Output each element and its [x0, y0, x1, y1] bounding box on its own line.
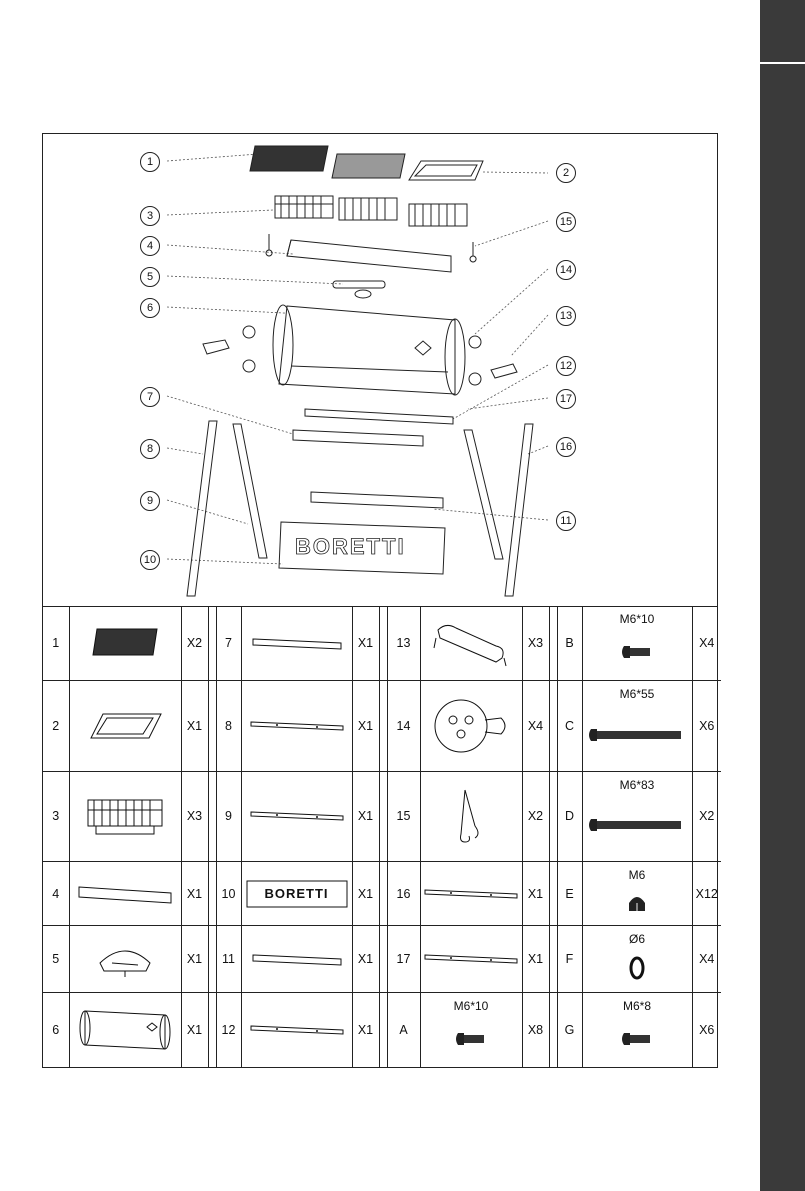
part-number: 17 — [387, 925, 420, 992]
part-number: 1 — [43, 606, 69, 681]
part-illustration — [241, 925, 352, 992]
part-illustration — [582, 606, 692, 681]
part-quantity: X12 — [692, 862, 721, 926]
part-spec: M6*8 — [622, 998, 651, 1013]
part-quantity: X1 — [352, 992, 379, 1067]
handle-icon — [421, 618, 522, 668]
part-spec: M6*10 — [619, 612, 655, 626]
part-quantity: X6 — [692, 681, 721, 771]
part-illustration — [420, 925, 522, 992]
part-illustration — [582, 925, 692, 992]
part-quantity: X1 — [181, 681, 208, 771]
part-spec: Ø6 — [628, 931, 645, 946]
part-number: 16 — [387, 862, 420, 926]
charcoal-tray-icon — [70, 708, 181, 744]
leg-icon — [421, 884, 522, 904]
callout-2: 2 — [556, 163, 576, 183]
part-quantity: X8 — [522, 992, 549, 1067]
parts-list-table — [43, 606, 721, 1067]
hook-icon — [421, 786, 522, 846]
part-spec: M6*83 — [619, 777, 655, 792]
callout-5: 5 — [140, 267, 160, 287]
callout-10: 10 — [140, 550, 160, 570]
callout-4: 4 — [140, 236, 160, 256]
column-divider — [208, 992, 216, 1067]
screw-icon — [583, 1011, 692, 1049]
callout-3: 3 — [140, 206, 160, 226]
column-divider — [208, 681, 216, 771]
parts-row — [43, 925, 721, 992]
exploded-view-drawing — [43, 134, 717, 606]
part-quantity: X1 — [352, 925, 379, 992]
part-number: 14 — [387, 681, 420, 771]
side-tab — [760, 0, 805, 1191]
part-illustration — [241, 606, 352, 681]
part-illustration — [69, 606, 181, 681]
column-divider — [208, 862, 216, 926]
column-divider — [208, 925, 216, 992]
part-spec: M6 — [628, 868, 646, 883]
long-bolt-icon — [583, 707, 692, 745]
leg-icon — [242, 716, 352, 736]
part-number: 12 — [216, 992, 241, 1067]
part-illustration — [420, 862, 522, 926]
part-number: 8 — [216, 681, 241, 771]
column-divider — [379, 992, 387, 1067]
parts-row — [43, 992, 721, 1067]
part-illustration — [582, 862, 692, 926]
part-number: B — [557, 606, 582, 681]
part-illustration — [241, 862, 352, 926]
bar-icon — [242, 633, 352, 653]
column-divider — [549, 681, 557, 771]
assembly-frame — [42, 133, 718, 1068]
leg-icon — [242, 806, 352, 826]
part-quantity: X2 — [522, 771, 549, 861]
parts-row — [43, 862, 721, 926]
grill-barrel-icon — [70, 1005, 181, 1055]
column-divider — [549, 862, 557, 926]
part-number: C — [557, 681, 582, 771]
part-quantity: X1 — [181, 992, 208, 1067]
ash-tray-icon — [70, 879, 181, 909]
part-number: 13 — [387, 606, 420, 681]
parts-row — [43, 606, 721, 681]
part-illustration — [582, 681, 692, 771]
callout-16: 16 — [556, 437, 576, 457]
part-quantity: X4 — [692, 925, 721, 992]
part-number: 10 — [216, 862, 241, 926]
part-quantity: X1 — [352, 771, 379, 861]
leg-icon — [421, 949, 522, 969]
part-illustration — [241, 681, 352, 771]
part-quantity: X3 — [522, 606, 549, 681]
part-quantity: X4 — [692, 606, 721, 681]
column-divider — [379, 862, 387, 926]
part-illustration — [69, 771, 181, 861]
charcoal-basket-icon — [70, 794, 181, 838]
brand-panel-icon — [242, 879, 352, 909]
column-divider — [549, 992, 557, 1067]
callout-14: 14 — [556, 260, 576, 280]
cooking-grid-icon — [70, 625, 181, 661]
part-illustration — [420, 771, 522, 861]
part-number: F — [557, 925, 582, 992]
bar-icon — [242, 949, 352, 969]
part-number: 2 — [43, 681, 69, 771]
brand-panel-text: BORETTI — [295, 534, 406, 559]
part-spec: M6*55 — [619, 687, 655, 702]
part-illustration — [420, 681, 522, 771]
column-divider — [379, 681, 387, 771]
part-illustration — [69, 862, 181, 926]
callout-9: 9 — [140, 491, 160, 511]
part-number: 9 — [216, 771, 241, 861]
part-number: 5 — [43, 925, 69, 992]
callout-12: 12 — [556, 356, 576, 376]
callout-8: 8 — [140, 439, 160, 459]
callout-15: 15 — [556, 212, 576, 232]
column-divider — [549, 771, 557, 861]
part-illustration — [241, 771, 352, 861]
screw-icon — [583, 624, 692, 662]
part-illustration — [420, 606, 522, 681]
part-quantity: X2 — [692, 771, 721, 861]
column-divider — [379, 606, 387, 681]
part-quantity: X3 — [181, 771, 208, 861]
part-number: 7 — [216, 606, 241, 681]
part-illustration — [69, 925, 181, 992]
column-divider — [208, 771, 216, 861]
column-divider — [379, 771, 387, 861]
part-number: 11 — [216, 925, 241, 992]
air-vent-icon — [421, 696, 522, 756]
part-quantity: X1 — [181, 862, 208, 926]
part-number: 6 — [43, 992, 69, 1067]
callout-6: 6 — [140, 298, 160, 318]
long-bolt-icon — [583, 797, 692, 835]
part-illustration — [69, 681, 181, 771]
part-illustration — [69, 992, 181, 1067]
part-quantity: X1 — [352, 681, 379, 771]
screw-icon — [421, 1011, 522, 1049]
part-quantity: X1 — [522, 862, 549, 926]
callout-1: 1 — [140, 152, 160, 172]
part-number: E — [557, 862, 582, 926]
part-number: 15 — [387, 771, 420, 861]
part-illustration — [582, 771, 692, 861]
part-number: 3 — [43, 771, 69, 861]
callout-13: 13 — [556, 306, 576, 326]
part-number: A — [387, 992, 420, 1067]
part-number: 4 — [43, 862, 69, 926]
part-quantity: X4 — [522, 681, 549, 771]
thermometer-icon — [70, 939, 181, 979]
part-spec: M6*10 — [453, 998, 489, 1013]
part-number: G — [557, 992, 582, 1067]
callout-7: 7 — [140, 387, 160, 407]
part-illustration — [420, 992, 522, 1067]
part-quantity: X2 — [181, 606, 208, 681]
column-divider — [379, 925, 387, 992]
parts-row — [43, 771, 721, 861]
exploded-diagram — [43, 134, 717, 607]
part-quantity: X1 — [181, 925, 208, 992]
callout-11: 11 — [556, 511, 576, 531]
part-number: D — [557, 771, 582, 861]
part-quantity: X6 — [692, 992, 721, 1067]
column-divider — [208, 606, 216, 681]
part-quantity: X1 — [352, 862, 379, 926]
column-divider — [549, 925, 557, 992]
parts-row — [43, 681, 721, 771]
part-quantity: X1 — [352, 606, 379, 681]
part-illustration — [582, 992, 692, 1067]
column-divider — [549, 606, 557, 681]
part-illustration — [241, 992, 352, 1067]
side-tab-notch — [760, 62, 805, 64]
callout-17: 17 — [556, 389, 576, 409]
brand-panel-label: BORETTI — [264, 885, 329, 901]
part-quantity: X1 — [522, 925, 549, 992]
leg-icon — [242, 1020, 352, 1040]
